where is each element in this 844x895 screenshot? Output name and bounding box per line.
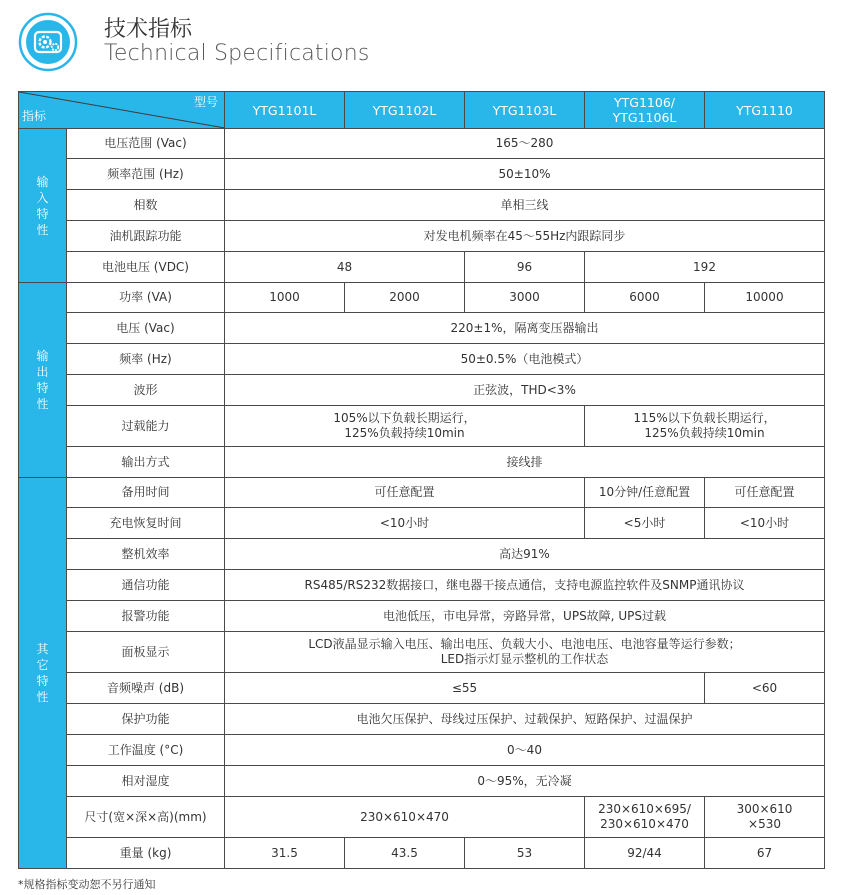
row-label: 相对湿度	[67, 766, 225, 797]
cell-value: <5小时	[585, 508, 705, 539]
model-header: YTG1101L	[225, 92, 345, 129]
row-label: 备用时间	[67, 478, 225, 508]
cell-value: 可任意配置	[225, 478, 585, 508]
cell-value: 2000	[345, 283, 465, 313]
cell-value: 67	[705, 838, 825, 869]
cell-value: 正弦波，THD<3%	[225, 375, 825, 406]
model-header: YTG1106/ YTG1106L	[585, 92, 705, 129]
spec-table	[18, 91, 825, 869]
cell-value: 3000	[465, 283, 585, 313]
gear-in-frame-icon	[18, 12, 78, 72]
cell-value: <60	[705, 673, 825, 704]
cell-value: ≤55	[225, 673, 705, 704]
footnote: *规格指标变动恕不另行通知	[18, 878, 156, 891]
corner-model-label: 型号	[193, 95, 218, 109]
row-label: 电压范围 (Vac)	[67, 129, 225, 159]
corner-indicator-label: 指标	[22, 109, 47, 123]
group-other: 其它特性	[19, 478, 67, 869]
row-label: 报警功能	[67, 601, 225, 632]
cell-value: 92/44	[585, 838, 705, 869]
cell-value: 50±0.5%（电池模式）	[225, 344, 825, 375]
cell-value: 10000	[705, 283, 825, 313]
row-label: 电池电压 (VDC)	[67, 252, 225, 283]
group-output: 输出特性	[19, 283, 67, 478]
cell-value: 96	[465, 252, 585, 283]
model-header: YTG1103L	[465, 92, 585, 129]
row-label: 音频噪声 (dB)	[67, 673, 225, 704]
cell-value: 1000	[225, 283, 345, 313]
model-header: YTG1110	[705, 92, 825, 129]
row-label: 频率范围 (Hz)	[67, 159, 225, 190]
row-label: 油机跟踪功能	[67, 221, 225, 252]
cell-value: 31.5	[225, 838, 345, 869]
cell-value: 220±1%，隔离变压器输出	[225, 313, 825, 344]
cell-value: 对发电机频率在45～55Hz内跟踪同步	[225, 221, 825, 252]
row-label: 输出方式	[67, 447, 225, 478]
cell-value: 电池欠压保护、母线过压保护、过载保护、短路保护、过温保护	[225, 704, 825, 735]
cell-value: RS485/RS232数据接口，继电器干接点通信，支持电源监控软件及SNMP通讯协议	[225, 570, 825, 601]
row-label: 尺寸(宽×深×高)(mm)	[67, 797, 225, 838]
cell-value: 0～95%，无冷凝	[225, 766, 825, 797]
cell-value: 单相三线	[225, 190, 825, 221]
row-label: 功率 (VA)	[67, 283, 225, 313]
row-label: 波形	[67, 375, 225, 406]
cell-value: 43.5	[345, 838, 465, 869]
row-label: 电压 (Vac)	[67, 313, 225, 344]
row-label: 充电恢复时间	[67, 508, 225, 539]
page-title-cn: 技术指标	[104, 17, 193, 42]
cell-value: 230×610×695/ 230×610×470	[585, 797, 705, 838]
cell-value: 105%以下负载长期运行， 125%负载持续10min	[225, 406, 585, 447]
model-header: YTG1102L	[345, 92, 465, 129]
row-label: 面板显示	[67, 632, 225, 673]
cell-value: 48	[225, 252, 465, 283]
cell-value: 53	[465, 838, 585, 869]
cell-value: 115%以下负载长期运行， 125%负载持续10min	[585, 406, 825, 447]
cell-value: 高达91%	[225, 539, 825, 570]
group-input: 输入特性	[19, 129, 67, 283]
cell-value: 10分钟/任意配置	[585, 478, 705, 508]
cell-value: 电池低压，市电异常，旁路异常，UPS故障, UPS过载	[225, 601, 825, 632]
row-label: 重量 (kg)	[67, 838, 225, 869]
cell-value: 0～40	[225, 735, 825, 766]
row-label: 通信功能	[67, 570, 225, 601]
cell-value: 6000	[585, 283, 705, 313]
row-label: 相数	[67, 190, 225, 221]
row-label: 工作温度 (°C)	[67, 735, 225, 766]
row-label: 整机效率	[67, 539, 225, 570]
page-title-en: Technical Specifications	[104, 41, 370, 66]
cell-value: 50±10%	[225, 159, 825, 190]
cell-value: 230×610×470	[225, 797, 585, 838]
cell-value: 165～280	[225, 129, 825, 159]
row-label: 过载能力	[67, 406, 225, 447]
row-label: 频率 (Hz)	[67, 344, 225, 375]
cell-value: 300×610 ×530	[705, 797, 825, 838]
cell-value: 接线排	[225, 447, 825, 478]
cell-value: 192	[585, 252, 825, 283]
row-label: 保护功能	[67, 704, 225, 735]
cell-value: <10小时	[225, 508, 585, 539]
corner-header	[19, 92, 225, 129]
cell-value: 可任意配置	[705, 478, 825, 508]
cell-value: LCD液晶显示输入电压、输出电压、负载大小、电池电压、电池容量等运行参数； LED指示灯显示整机的工作状态	[225, 632, 825, 673]
cell-value: <10小时	[705, 508, 825, 539]
